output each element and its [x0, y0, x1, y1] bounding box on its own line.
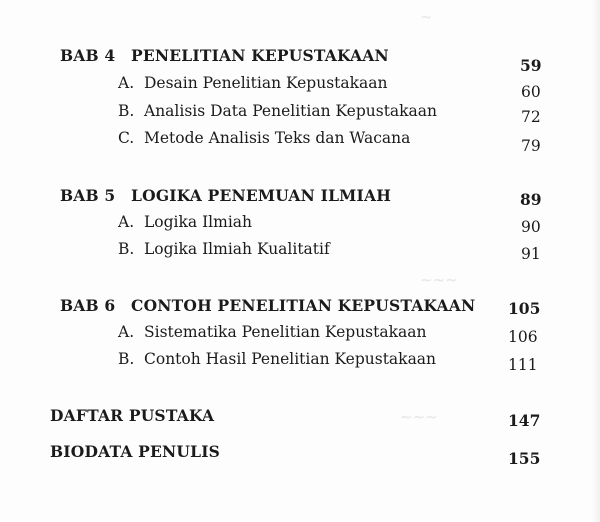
- section-title: Sistematika Penelitian Kepustakaan: [144, 323, 427, 341]
- page-edge-shadow: [592, 0, 600, 522]
- section-letter: C.: [118, 129, 135, 147]
- chapter-title: PENELITIAN KEPUSTAKAAN: [131, 46, 389, 65]
- section-page-number: 106: [508, 328, 538, 346]
- chapter-entry-bab5: [60, 188, 391, 204]
- section-entry: [118, 352, 436, 368]
- chapter-page-number: 89: [520, 190, 542, 209]
- chapter-code: BAB 5: [60, 186, 116, 205]
- chapter-entry-bab4: [60, 48, 389, 64]
- bibliography-title: DAFTAR PUSTAKA: [50, 406, 215, 425]
- chapter-code: BAB 6: [60, 296, 116, 315]
- author-bio-page-number: 155: [508, 449, 541, 468]
- section-page-number: 60: [521, 83, 541, 101]
- chapter-title: LOGIKA PENEMUAN ILMIAH: [131, 186, 392, 205]
- section-title: Contoh Hasil Penelitian Kepustakaan: [144, 350, 437, 368]
- section-letter: A.: [118, 213, 135, 231]
- section-entry: [118, 242, 330, 258]
- bibliography-entry: [50, 408, 214, 424]
- chapter-page-number: 105: [508, 299, 541, 318]
- show-through-text: ~~~: [420, 271, 458, 289]
- section-letter: B.: [118, 350, 135, 368]
- section-entry: [118, 131, 410, 147]
- section-title: Metode Analisis Teks dan Wacana: [144, 129, 411, 147]
- section-title: Logika Ilmiah: [144, 213, 253, 231]
- chapter-entry-bab6: [60, 298, 475, 314]
- section-entry: [118, 325, 426, 341]
- section-letter: A.: [118, 74, 135, 92]
- bibliography-page-number: 147: [508, 411, 541, 430]
- section-page-number: 72: [521, 108, 541, 126]
- chapter-code: BAB 4: [60, 46, 116, 65]
- section-letter: B.: [118, 102, 135, 120]
- section-page-number: 111: [508, 356, 538, 374]
- author-bio-entry: [50, 444, 220, 460]
- section-title: Logika Ilmiah Kualitatif: [144, 240, 330, 258]
- author-bio-title: BIODATA PENULIS: [50, 442, 221, 461]
- section-letter: A.: [118, 323, 135, 341]
- section-title: Analisis Data Penelitian Kepustakaan: [144, 102, 438, 120]
- section-page-number: 79: [521, 137, 541, 155]
- chapter-title: CONTOH PENELITIAN KEPUSTAKAAN: [131, 296, 476, 315]
- section-title: Desain Penelitian Kepustakaan: [144, 74, 388, 92]
- section-entry: [118, 215, 252, 231]
- chapter-page-number: 59: [520, 56, 542, 75]
- section-entry: [118, 76, 388, 92]
- section-page-number: 91: [521, 245, 541, 263]
- show-through-text: ~: [420, 8, 433, 26]
- section-letter: B.: [118, 240, 135, 258]
- section-page-number: 90: [521, 218, 541, 236]
- show-through-text: ~~~: [400, 408, 438, 426]
- section-entry: [118, 104, 437, 120]
